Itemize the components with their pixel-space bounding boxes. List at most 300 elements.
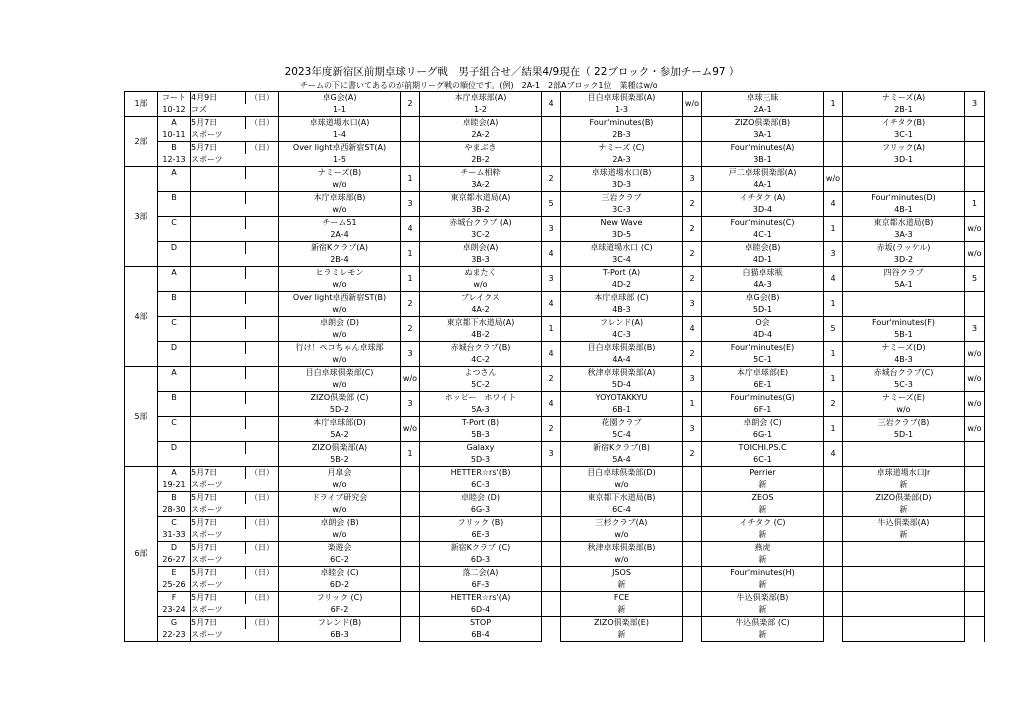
block-venue (191, 179, 279, 192)
team-name: 四谷クラブ (843, 267, 965, 280)
team-name: 目白卓球倶楽部(C) (279, 367, 401, 380)
block-court-time: 10-12 (158, 104, 191, 117)
team-rank: w/o (279, 329, 401, 342)
block-court: G (158, 617, 191, 630)
team-name: ブレイクス (420, 292, 542, 305)
team-score: 5 (542, 192, 561, 217)
team-name: ナミーズ(B) (279, 167, 401, 180)
team-name: Four'minutes(B) (561, 117, 683, 130)
team-name (843, 542, 965, 555)
team-name: 月皐会 (279, 467, 401, 480)
team-rank: w/o (279, 529, 401, 542)
team-rank: 5D-3 (420, 454, 542, 467)
team-score: 4 (542, 242, 561, 267)
team-rank: 2A-4 (279, 229, 401, 242)
team-name: 目白卓球倶楽部(B) (561, 342, 683, 355)
team-name: 卓球道場水口(B) (561, 167, 683, 180)
team-name: 赤城台クラブ(C) (843, 367, 965, 380)
block-row (125, 617, 985, 630)
team-score: w/o (965, 342, 985, 367)
team-rank: 3B-3 (420, 254, 542, 267)
team-name: ドライブ研究会 (279, 492, 401, 505)
team-rank: w/o (561, 479, 683, 492)
team-rank (843, 629, 965, 642)
team-name: 赤城台クラブ (A) (420, 217, 542, 230)
team-score: 3 (965, 92, 985, 117)
block-court-time (158, 354, 191, 367)
team-score: 2 (401, 292, 420, 317)
block-date: 5月7日 (191, 592, 246, 605)
team-rank: 3A-1 (702, 129, 824, 142)
block-court-time: 25-26 (158, 579, 191, 592)
block-row (125, 542, 985, 555)
team-name: 三岩クラブ(B) (843, 417, 965, 430)
team-rank: 6C-4 (561, 504, 683, 517)
team-score: 3 (401, 392, 420, 417)
team-score: 1 (824, 92, 843, 117)
team-score: 4 (542, 92, 561, 117)
team-rank: 5B-1 (843, 329, 965, 342)
block-weekday (246, 342, 279, 355)
team-score (824, 117, 843, 142)
team-score (542, 567, 561, 592)
team-score (683, 467, 702, 492)
team-score: 3 (965, 317, 985, 342)
team-rank (843, 604, 965, 617)
block-court-time (158, 329, 191, 342)
team-name: FCE (561, 592, 683, 605)
team-rank: 1-1 (279, 104, 401, 117)
block-venue: スポーツ (191, 479, 279, 492)
team-score (683, 542, 702, 567)
block-weekday (246, 392, 279, 405)
team-score: 4 (401, 217, 420, 242)
team-score: 2 (401, 92, 420, 117)
block-court: B (158, 192, 191, 205)
team-score (683, 117, 702, 142)
team-rank: 3D-3 (561, 179, 683, 192)
division-label: 1部 (125, 92, 158, 117)
team-rank: 5A-2 (279, 429, 401, 442)
team-score (965, 292, 985, 317)
team-name: フリック (C) (279, 592, 401, 605)
team-rank: 2B-1 (843, 104, 965, 117)
team-rank: 6D-4 (420, 604, 542, 617)
team-rank: 6G-3 (420, 504, 542, 517)
block-row (125, 442, 985, 455)
team-score: 2 (542, 367, 561, 392)
team-name: HETTER☆rs'(A) (420, 592, 542, 605)
team-rank: 6B-1 (561, 404, 683, 417)
team-rank: 新 (702, 629, 824, 642)
team-name: ホッピー ホワイト (420, 392, 542, 405)
team-score (824, 567, 843, 592)
team-score (965, 592, 985, 617)
team-rank (843, 304, 965, 317)
team-rank: 1-5 (279, 154, 401, 167)
team-rank: 3C-2 (420, 229, 542, 242)
team-name: Galaxy (420, 442, 542, 455)
team-score: 3 (683, 292, 702, 317)
team-rank: 新 (702, 604, 824, 617)
team-rank: 4A-2 (420, 304, 542, 317)
block-date: 5月7日 (191, 117, 246, 130)
team-name: Four'minutes(D) (843, 192, 965, 205)
block-weekday: （日） (246, 542, 279, 555)
team-name: 卓睦会 (C) (279, 567, 401, 580)
page-title: 2023年度新宿区前期卓球リーグ戦 男子組合せ／結果4/9現在（ 22ブロック・参加チーム97 ） (284, 66, 740, 78)
team-score: 4 (542, 392, 561, 417)
team-rank: 新 (702, 554, 824, 567)
team-name: ZEOS (702, 492, 824, 505)
team-rank: w/o (279, 304, 401, 317)
block-court: C (158, 217, 191, 230)
team-score: 2 (683, 217, 702, 242)
team-name: T-Port (B) (420, 417, 542, 430)
team-rank: 1-4 (279, 129, 401, 142)
block-venue (191, 304, 279, 317)
team-name: フレンド(B) (279, 617, 401, 630)
team-rank: w/o (279, 379, 401, 392)
block-venue (191, 454, 279, 467)
team-rank: 3D-5 (561, 229, 683, 242)
team-name: ZIZO倶楽部(E) (561, 617, 683, 630)
team-score: 1 (965, 192, 985, 217)
block-row (125, 317, 985, 330)
team-rank: 5C-4 (561, 429, 683, 442)
team-score: 4 (824, 192, 843, 217)
team-name: 卓球道場水口(A) (279, 117, 401, 130)
block-weekday (246, 367, 279, 380)
team-score (683, 617, 702, 642)
team-name: 三岩クラブ (561, 192, 683, 205)
team-rank: 6E-1 (702, 379, 824, 392)
block-venue: スポーツ (191, 604, 279, 617)
team-score: w/o (965, 242, 985, 267)
team-score (542, 517, 561, 542)
team-rank (843, 554, 965, 567)
block-weekday (246, 217, 279, 230)
division-label: 5部 (125, 367, 158, 467)
block-court-time (158, 204, 191, 217)
team-score (965, 517, 985, 542)
team-rank: 1-3 (561, 104, 683, 117)
team-name: Four'minutes(A) (702, 142, 824, 155)
block-weekday (246, 242, 279, 255)
block-court: E (158, 567, 191, 580)
team-rank: w/o (279, 179, 401, 192)
block-weekday: （日） (246, 492, 279, 505)
block-row (125, 517, 985, 530)
team-score (824, 592, 843, 617)
team-rank: 5A-3 (420, 404, 542, 417)
block-row (125, 367, 985, 380)
block-court-time (158, 379, 191, 392)
team-name: チーム51 (279, 217, 401, 230)
team-rank (843, 454, 965, 467)
block-court: C (158, 517, 191, 530)
team-score: 2 (542, 167, 561, 192)
block-row (125, 467, 985, 480)
block-weekday (246, 267, 279, 280)
team-score (542, 142, 561, 167)
team-score (542, 617, 561, 642)
team-score (683, 142, 702, 167)
team-name: JSOS (561, 567, 683, 580)
team-name: 新宿Kクラブ (C) (420, 542, 542, 555)
division-label: 4部 (125, 267, 158, 367)
team-name: Four'minutes(C) (702, 217, 824, 230)
block-venue (191, 354, 279, 367)
team-rank: w/o (279, 279, 401, 292)
block-weekday (246, 317, 279, 330)
team-rank: 新 (561, 579, 683, 592)
block-date (191, 367, 246, 380)
team-rank: 3A-2 (420, 179, 542, 192)
team-name: 牛込倶楽部(B) (702, 592, 824, 605)
team-rank: 6G-1 (702, 429, 824, 442)
team-score (965, 542, 985, 567)
team-name: 目白卓球倶楽部(A) (561, 92, 683, 105)
team-rank: 新 (702, 479, 824, 492)
team-score: 1 (401, 267, 420, 292)
team-name: 卓朗会 (C) (702, 417, 824, 430)
team-rank: w/o (843, 404, 965, 417)
team-name: 新宿Kクラブ(B) (561, 442, 683, 455)
block-row (125, 592, 985, 605)
team-name: 卓G会(A) (279, 92, 401, 105)
block-date (191, 217, 246, 230)
block-court: B (158, 492, 191, 505)
team-name: ナミーズ(D) (843, 342, 965, 355)
team-score: 1 (542, 317, 561, 342)
team-name: イチタク (C) (702, 517, 824, 530)
team-score: 1 (824, 417, 843, 442)
block-venue (191, 254, 279, 267)
team-rank: 4D-4 (702, 329, 824, 342)
team-name: 三杉クラブ(A) (561, 517, 683, 530)
team-score (401, 492, 420, 517)
block-row (125, 292, 985, 305)
team-name: 白猫卓球瓶 (702, 267, 824, 280)
block-court: B (158, 142, 191, 155)
team-score: 2 (824, 392, 843, 417)
team-score (824, 542, 843, 567)
team-rank: 4D-1 (702, 254, 824, 267)
block-weekday (246, 167, 279, 180)
team-rank: 新 (561, 604, 683, 617)
team-score: w/o (965, 392, 985, 417)
team-rank: 5A-1 (843, 279, 965, 292)
team-score (683, 492, 702, 517)
block-venue: スポーツ (191, 154, 279, 167)
team-rank: 3D-4 (702, 204, 824, 217)
block-court: D (158, 242, 191, 255)
team-score: 3 (542, 267, 561, 292)
team-name: 楽遊会 (279, 542, 401, 555)
block-venue: スポーツ (191, 129, 279, 142)
block-weekday (246, 417, 279, 430)
block-venue (191, 379, 279, 392)
team-rank: 4A-4 (561, 354, 683, 367)
team-name: ナミーズ(A) (843, 92, 965, 105)
team-score: 3 (683, 367, 702, 392)
team-name (843, 567, 965, 580)
block-venue (191, 329, 279, 342)
division-label: 3部 (125, 167, 158, 267)
block-row (125, 92, 985, 105)
team-rank: 5D-2 (279, 404, 401, 417)
block-court: D (158, 342, 191, 355)
team-score (542, 492, 561, 517)
block-court-time (158, 254, 191, 267)
team-rank: 2A-3 (561, 154, 683, 167)
block-date (191, 442, 246, 455)
block-venue: スポーツ (191, 629, 279, 642)
block-weekday: （日） (246, 117, 279, 130)
team-name (843, 292, 965, 305)
team-score: 1 (824, 217, 843, 242)
team-rank: 5A-4 (561, 454, 683, 467)
page-subtitle: チームの下に書いてあるのが前期リーグ戦の順位です。(例) 2A-1 2部Aブロック1位 業種はw/o (300, 81, 658, 90)
team-rank: 5D-1 (702, 304, 824, 317)
team-name: Four'minutes(H) (702, 567, 824, 580)
block-date (191, 267, 246, 280)
team-rank: 4B-2 (420, 329, 542, 342)
team-rank: 6C-3 (420, 479, 542, 492)
block-weekday: （日） (246, 567, 279, 580)
block-row (125, 492, 985, 505)
block-weekday (246, 192, 279, 205)
team-score (401, 517, 420, 542)
block-date: 5月7日 (191, 517, 246, 530)
block-venue (191, 429, 279, 442)
block-court-time: 12-13 (158, 154, 191, 167)
team-rank: 6B-3 (279, 629, 401, 642)
team-rank: 4A-1 (702, 179, 824, 192)
team-name: ヒラミレモン (279, 267, 401, 280)
team-score: 4 (542, 342, 561, 367)
league-table (124, 91, 985, 642)
team-score: 1 (401, 242, 420, 267)
block-court-time (158, 229, 191, 242)
team-rank: 3C-4 (561, 254, 683, 267)
team-score: 3 (542, 442, 561, 467)
team-rank: 新 (843, 529, 965, 542)
division-label: 6部 (125, 467, 158, 642)
team-rank: 3A-3 (843, 229, 965, 242)
block-court-time: 26-27 (158, 554, 191, 567)
team-score (401, 467, 420, 492)
block-row (125, 267, 985, 280)
block-date: 5月7日 (191, 492, 246, 505)
team-name: Four'minutes(E) (702, 342, 824, 355)
team-score: 4 (824, 267, 843, 292)
team-name: Over light卓西新宿ST(B) (279, 292, 401, 305)
block-row (125, 567, 985, 580)
team-score (401, 617, 420, 642)
block-row (125, 242, 985, 255)
team-name: T-Port (A) (561, 267, 683, 280)
team-rank: 5B-3 (420, 429, 542, 442)
block-row (125, 192, 985, 205)
team-rank: 4A-3 (702, 279, 824, 292)
team-score (401, 117, 420, 142)
team-score: w/o (965, 367, 985, 392)
team-score: 3 (824, 242, 843, 267)
block-weekday: （日） (246, 92, 279, 105)
team-rank: 3C-1 (843, 129, 965, 142)
team-name: 本庁卓球部(E) (702, 367, 824, 380)
block-venue (191, 279, 279, 292)
team-rank: w/o (561, 529, 683, 542)
block-weekday (246, 442, 279, 455)
team-score (401, 542, 420, 567)
team-name: 赤坂(ラッケル) (843, 242, 965, 255)
block-row (125, 142, 985, 155)
team-rank (843, 179, 965, 192)
team-name: 行け！ぺコちゃん卓球部 (279, 342, 401, 355)
team-rank: 6F-2 (279, 604, 401, 617)
block-court-time (158, 404, 191, 417)
team-score (965, 442, 985, 467)
block-venue (191, 229, 279, 242)
block-court: A (158, 467, 191, 480)
team-score (824, 517, 843, 542)
block-court: A (158, 117, 191, 130)
team-name: 東京都下水道局(B) (561, 492, 683, 505)
team-name (843, 167, 965, 180)
team-score: 1 (824, 367, 843, 392)
team-score (542, 467, 561, 492)
team-name: イチタク (A) (702, 192, 824, 205)
team-rank: 6F-3 (420, 579, 542, 592)
block-court: A (158, 367, 191, 380)
team-name: 本庁卓球部(A) (420, 92, 542, 105)
block-weekday: （日） (246, 617, 279, 630)
block-court: A (158, 167, 191, 180)
block-court-time: 28-30 (158, 504, 191, 517)
team-name: 燕虎 (702, 542, 824, 555)
team-name: 東京都下水道局(A) (420, 317, 542, 330)
team-score: w/o (401, 417, 420, 442)
team-rank: 3D-2 (843, 254, 965, 267)
team-name: 卓朗会(A) (420, 242, 542, 255)
block-venue: スポーツ (191, 579, 279, 592)
team-score: 2 (401, 317, 420, 342)
team-name: 牛込倶楽部(A) (843, 517, 965, 530)
team-rank: 6D-2 (279, 579, 401, 592)
team-score: 2 (683, 267, 702, 292)
team-rank: 6E-3 (420, 529, 542, 542)
block-court-time: 23-24 (158, 604, 191, 617)
block-court: D (158, 442, 191, 455)
team-rank: 2B-3 (561, 129, 683, 142)
team-name: 目白卓球倶楽部(D) (561, 467, 683, 480)
block-weekday: （日） (246, 142, 279, 155)
block-venue (191, 204, 279, 217)
team-rank: 4D-2 (561, 279, 683, 292)
team-name: チーム相粋 (420, 167, 542, 180)
team-rank: w/o (279, 354, 401, 367)
team-rank: 3C-3 (561, 204, 683, 217)
team-score (401, 592, 420, 617)
team-rank: w/o (561, 554, 683, 567)
team-rank: 新 (561, 629, 683, 642)
team-rank: 4B-3 (561, 304, 683, 317)
team-score (965, 117, 985, 142)
block-court-time: 10-11 (158, 129, 191, 142)
